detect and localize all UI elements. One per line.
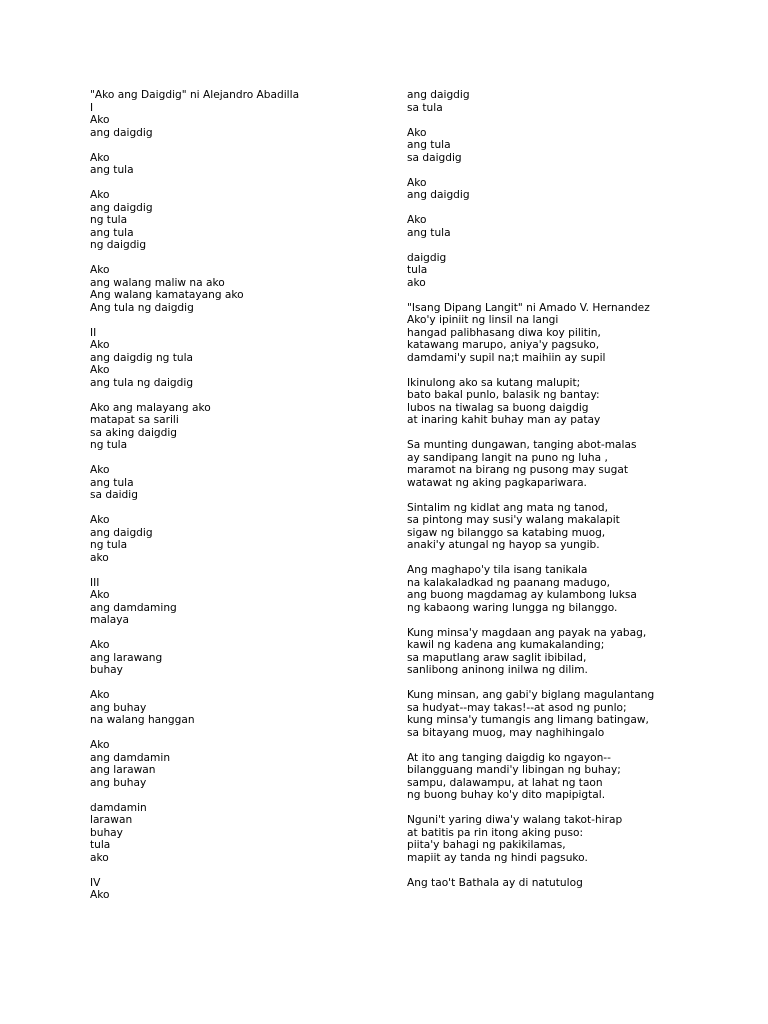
poem-line: Ako	[90, 889, 110, 901]
poem-line: Ako	[407, 214, 427, 226]
poem-line: buhay	[90, 826, 123, 839]
poem-line: watawat ng aking pagkapariwara.	[407, 476, 587, 489]
poem-line: tula	[407, 264, 428, 276]
poem-line: ang larawan	[90, 764, 156, 776]
stanza	[90, 639, 299, 677]
poem-line: ang daigdig ng tula	[90, 351, 194, 364]
poem-line: ang daigdig	[90, 201, 153, 214]
poem-line: Nguni't yaring diwa'y walang takot-hirap	[407, 814, 623, 826]
poem-line: ako	[90, 551, 109, 564]
poem-line: ang daigdig	[90, 126, 153, 139]
poem-line: "Ako ang Daigdig" ni Alejandro Abadilla	[90, 89, 300, 101]
stanza	[90, 689, 299, 727]
poem-line: ng buong buhay ko'y dito mapipigtal.	[407, 789, 606, 801]
poem-line: ang damdamin	[90, 751, 171, 764]
stanza	[407, 689, 654, 739]
poem-line: tula	[90, 839, 111, 851]
poem-line: sa aking daigdig	[90, 426, 178, 439]
poem-line: damdami'y supil na;t maihiin ay supil	[407, 351, 606, 364]
poem-line: II	[90, 326, 97, 339]
poem-line: ng tula	[90, 539, 128, 551]
poem-line: bilangguang mandi'y libingan ng buhay;	[407, 764, 621, 776]
poem-line: sa daigdig	[407, 151, 462, 164]
stanza	[90, 264, 299, 314]
poem-line: Ang maghapo'y tila isang tanikala	[407, 564, 588, 576]
stanza	[407, 252, 654, 290]
poem-line: ng kabaong waring lungga ng bilanggo.	[407, 601, 618, 614]
poem-line: piita'y bahagi ng pakikilamas,	[407, 839, 566, 851]
stanza	[407, 302, 654, 365]
poem-line: Ako	[90, 514, 110, 526]
stanza	[407, 564, 654, 614]
poem-line: ay sandipang langit na puno ng luha ,	[407, 451, 608, 464]
poem-line: hangad palibhasang diwa koy pilitin,	[407, 326, 601, 339]
poem-line: Ikinulong ako sa kutang malupit;	[407, 376, 581, 389]
poem-line: Ako	[90, 339, 110, 351]
poem-line: Ako	[90, 264, 110, 276]
poem-line: damdamin	[90, 801, 147, 814]
poem-line: IV	[90, 876, 101, 889]
poem-line: matapat sa sarili	[90, 414, 179, 426]
poem-line: sa daidig	[90, 489, 138, 501]
poem-line: Ako	[90, 151, 110, 164]
poem-line: sanlibong aninong inilwa ng dilim.	[407, 664, 588, 676]
poem-line: ang tula	[407, 139, 451, 151]
poem-line: III	[90, 576, 100, 589]
poem-line: I	[90, 101, 94, 114]
poem-line: kung minsa'y tumangis ang limang batingaw,	[407, 714, 649, 726]
poem-line: Kung minsan, ang gabi'y biglang magulantang	[407, 689, 655, 701]
poem-line: ang larawang	[90, 651, 163, 664]
stanza	[407, 177, 654, 202]
poem-line: sa tula	[407, 101, 443, 114]
poem-line: bato bakal punlo, balasik ng bantay:	[407, 389, 600, 401]
poem-line: Ako	[90, 639, 110, 651]
poem-line: sigaw ng bilanggo sa katabing muog,	[407, 526, 606, 539]
poem-line: ang daigdig	[407, 189, 470, 201]
poem-line: Ako	[90, 739, 110, 751]
poem-line: sa hudyat--may takas!--at asod ng punlo;	[407, 701, 627, 714]
poem-line: ng daigdig	[90, 239, 147, 251]
poem-line: Ako	[90, 589, 110, 601]
poem-line: sa bitayang muog, may naghihingalo	[407, 726, 605, 739]
poem-line: sampu, dalawampu, at lahat ng taon	[407, 776, 603, 789]
stanza	[407, 627, 654, 677]
stanza	[90, 89, 299, 139]
stanza	[407, 89, 654, 114]
stanza	[90, 402, 299, 452]
stanza	[90, 189, 299, 252]
poem-line: anaki'y atungal ng hayop sa yungib.	[407, 539, 600, 551]
poem-line: ang tula	[407, 226, 451, 239]
stanza	[407, 377, 654, 427]
poem-line: At ito ang tanging daigdig ko ngayon--	[407, 751, 611, 764]
poem-line: at inaring kahit buhay man ay patay	[407, 414, 601, 426]
poem-line: mapiit ay tanda ng hindi pagsuko.	[407, 851, 588, 864]
stanza	[407, 214, 654, 239]
poem-line: ang walang maliw na ako	[90, 276, 225, 289]
poem-line: larawan	[90, 814, 133, 826]
poem-line: ng tula	[90, 214, 128, 226]
poem-line: daigdig	[407, 251, 447, 264]
stanza	[90, 514, 299, 564]
left-column	[90, 89, 299, 914]
poem-line: katawang marupo, aniya'y pagsuko,	[407, 339, 600, 351]
poem-line: ng tula	[90, 439, 128, 451]
poem-line: Ako	[90, 689, 110, 701]
poem-line: Ako	[90, 364, 110, 376]
stanza	[90, 152, 299, 177]
stanza	[90, 877, 299, 902]
poem-line: na walang hanggan	[90, 714, 195, 726]
poem-line: malaya	[90, 614, 130, 626]
stanza	[90, 327, 299, 390]
poem-line: maramot na birang ng pusong may sugat	[407, 464, 628, 476]
poem-line: ang tula	[90, 226, 134, 239]
poem-line: ang damdaming	[90, 601, 177, 614]
stanza	[90, 577, 299, 627]
poem-line: buhay	[90, 664, 123, 676]
poem-line: Ang tao't Bathala ay di natutulog	[407, 876, 583, 889]
poem-line: Ako	[90, 189, 110, 201]
poem-line: Ang walang kamatayang ako	[90, 289, 244, 301]
poem-line: ang tula	[90, 164, 134, 176]
stanza	[90, 464, 299, 502]
poem-line: ang tula ng daigdig	[90, 376, 194, 389]
poem-line: sa maputlang araw saglit ibibilad,	[407, 651, 587, 664]
poem-line: ang buhay	[90, 701, 147, 714]
poem-line: ang tula	[90, 476, 134, 489]
poem-line: Ako ang malayang ako	[90, 401, 211, 414]
stanza	[407, 127, 654, 165]
stanza	[407, 752, 654, 802]
poem-line: Ako	[90, 114, 110, 126]
poem-line: Kung minsa'y magdaan ang payak na yabag,	[407, 626, 647, 639]
poem-line: ang daigdig	[90, 526, 153, 539]
poem-line: ang daigdig	[407, 89, 470, 101]
poem-line: "Isang Dipang Langit" ni Amado V. Hernandez	[407, 301, 650, 314]
poem-line: Ako	[407, 126, 427, 139]
poem-line: Ang tula ng daigdig	[90, 301, 194, 314]
poem-line: ako	[407, 276, 426, 289]
poem-line: Sintalim ng kidlat ang mata ng tanod,	[407, 501, 609, 514]
poem-line: sa pintong may susi'y walang makalapit	[407, 514, 620, 526]
poem-line: at batitis pa rin itong aking puso:	[407, 826, 584, 839]
poem-line: Sa munting dungawan, tanging abot-malas	[407, 439, 637, 451]
stanza	[407, 439, 654, 489]
right-column	[407, 89, 654, 902]
poem-line: lubos na tiwalag sa buong daigdig	[407, 401, 589, 414]
stanza	[407, 877, 654, 890]
poem-line: ang buong magdamag ay kulambong luksa	[407, 589, 637, 601]
poem-line: ang buhay	[90, 776, 147, 789]
poem-line: Ako	[407, 176, 427, 189]
poem-line: na kalakaladkad ng paanang madugo,	[407, 576, 610, 589]
stanza	[407, 502, 654, 552]
poem-line: ako	[90, 851, 109, 864]
stanza	[90, 802, 299, 865]
stanza	[90, 739, 299, 789]
poem-line: Ako'y ipiniit ng linsil na langi	[407, 314, 559, 326]
poem-line: kawil ng kadena ang kumakalanding;	[407, 639, 605, 651]
poem-line: Ako	[90, 464, 110, 476]
stanza	[407, 814, 654, 864]
